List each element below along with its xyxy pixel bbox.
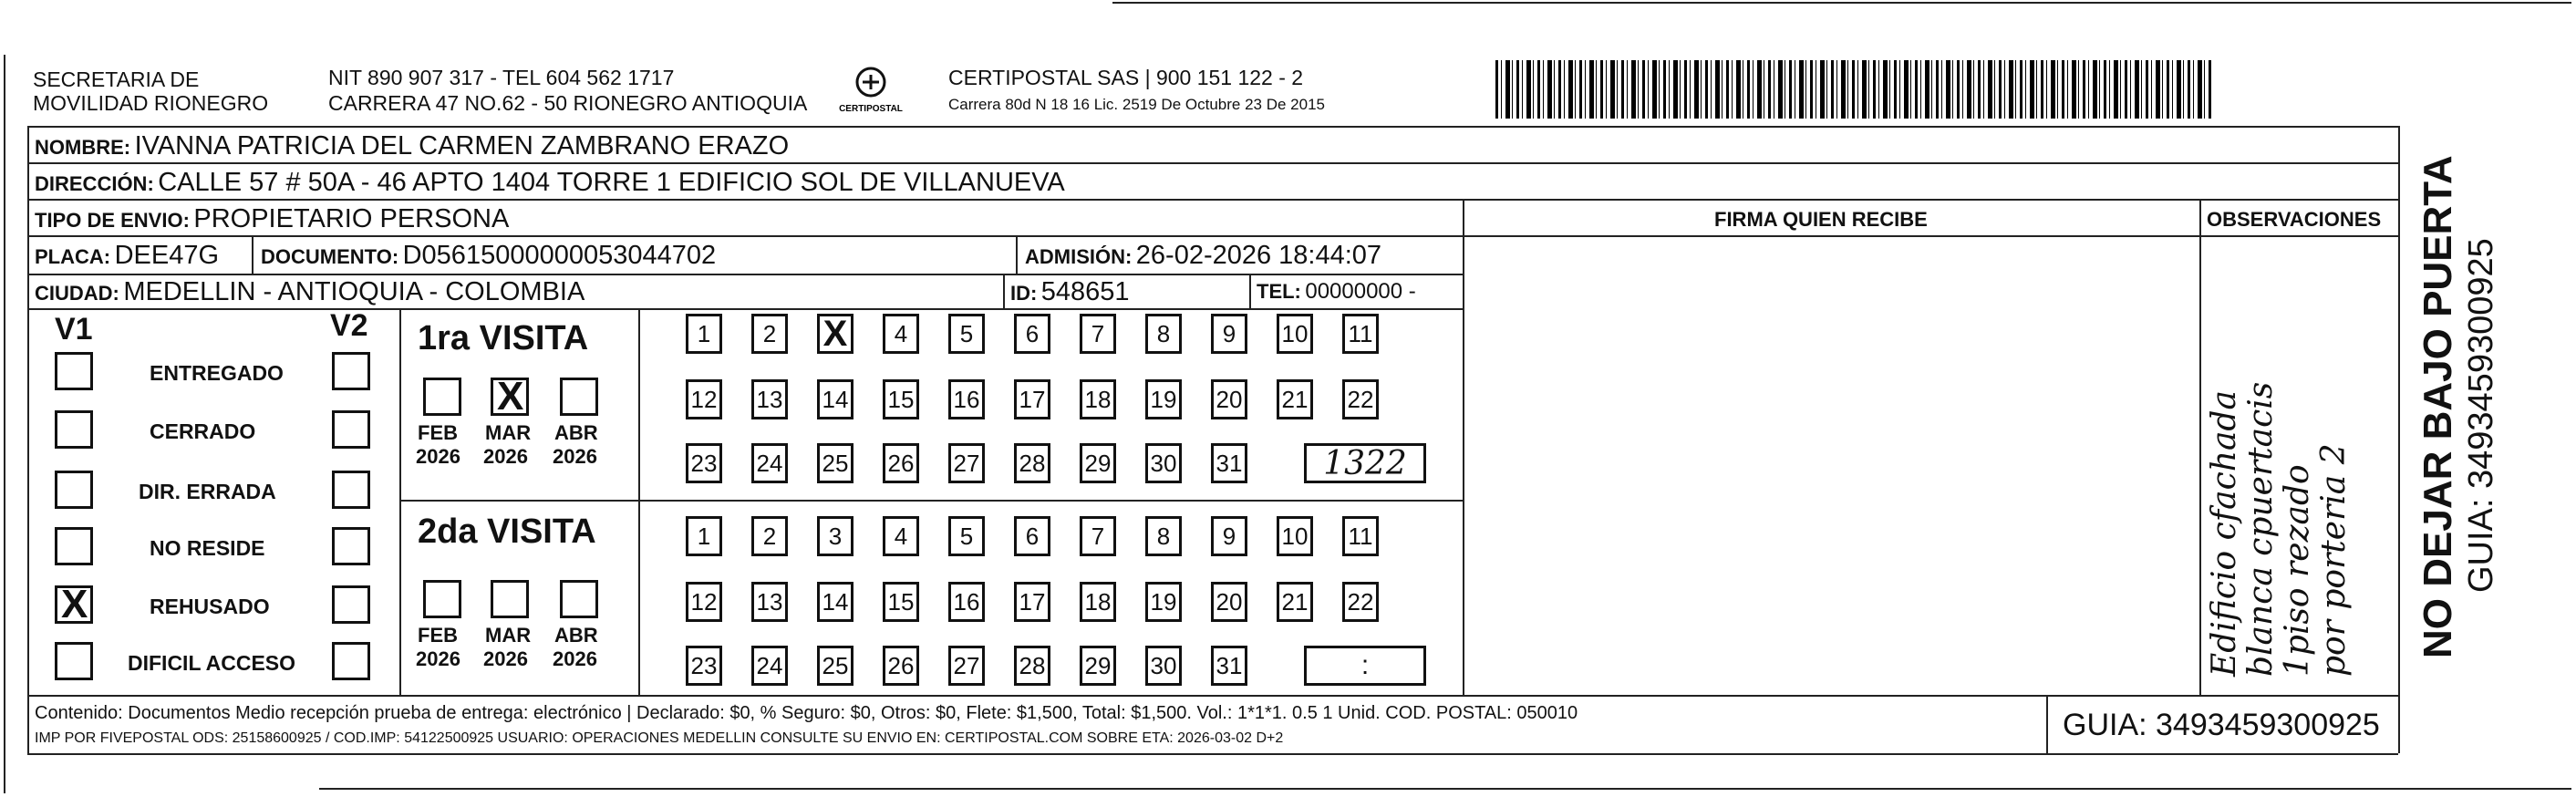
day-box[interactable]: 16 [948,379,985,419]
day-box[interactable]: 31 [1211,646,1247,686]
day-box[interactable]: 27 [948,646,985,686]
month-label: ABR [554,624,598,647]
admision-row [1025,243,1381,269]
day-box[interactable]: 24 [751,646,788,686]
grid-firma-left [1463,199,1464,695]
admision-value: 26-02-2026 18:44:07 [1135,241,1382,270]
day-box[interactable]: 2 [751,516,788,556]
day-box[interactable]: 30 [1145,443,1182,483]
month-checkbox[interactable] [560,580,598,618]
id-row [1010,279,1130,305]
day-box[interactable]: 17 [1014,379,1050,419]
day-box[interactable]: 22 [1342,582,1379,622]
grid-visit-sep-v [638,308,640,695]
day-box[interactable]: 23 [686,443,722,483]
placa-label: PLACA: [35,245,111,268]
v1-checkbox[interactable] [55,642,93,680]
day-box[interactable]: 10 [1277,516,1313,556]
check-mark: X [822,314,848,354]
tipo-row [35,206,509,233]
day-box[interactable]: 15 [883,379,919,419]
day-box[interactable]: 21 [1277,582,1313,622]
month-label: FEB [418,624,458,647]
day-box[interactable]: 28 [1014,443,1050,483]
year-label: 2026 [416,647,460,670]
day-box[interactable]: 1 [686,314,722,354]
month-label: MAR [485,624,532,647]
day-box[interactable]: 16 [948,582,985,622]
admision-label: ADMISIÓN: [1025,245,1133,268]
day-box[interactable]: 23 [686,646,722,686]
day-box[interactable]: 29 [1080,443,1116,483]
v2-checkbox[interactable] [332,642,370,680]
year-label: 2026 [483,445,528,468]
footer-line2: IMP POR FIVEPOSTAL ODS: 25158600925 / COD.IMP: 54122500925 USUARIO: OPERACIONES MEDELLIN CONSULTE SU ENVIO EN: CERTIPOSTAL.COM SOBRE ETA: 2026-03-02 D+2 [35,730,1284,746]
day-box[interactable]: 14 [817,379,853,419]
carrier-name: CERTIPOSTAL SAS | 900 151 122 - 2 [948,66,1304,89]
month-label: MAR [485,421,532,444]
ciudad-value: MEDELLIN - ANTIOQUIA - COLOMBIA [123,277,585,306]
day-box[interactable]: 10 [1277,314,1313,354]
direccion-row [35,170,1065,196]
day-box[interactable]: 9 [1211,314,1247,354]
documento-row [261,243,716,269]
year-label: 2026 [416,445,460,468]
second-visit-title: 2da VISITA [418,512,596,551]
obs-line-3: 1piso rezado [2279,464,2316,677]
tel-value: 00000000 - [1305,279,1416,304]
obs-line-1: Edificio cfachada [2206,390,2243,677]
grid-row2 [27,199,2398,201]
nombre-value: IVANNA PATRICIA DEL CARMEN ZAMBRANO ERAZO [134,131,790,160]
day-box[interactable]: 5 [948,314,985,354]
grid-top [27,126,2398,128]
footer-line1: Contenido: Documentos Medio recepción prueba de entrega: electrónico | Declarado: $0, % Seguro: $0, Otros: $0, Flete: $1,500, Total: $1,500. Vol.: 1*1*1. 0.5 1 Unid. COD. POSTAL: 050010 [35,703,1578,723]
day-box[interactable]: 19 [1145,582,1182,622]
day-box[interactable]: 8 [1145,314,1182,354]
grid-left [27,126,29,753]
day-box[interactable]: 14 [817,582,853,622]
month-checkbox[interactable] [491,580,529,618]
documento-label: DOCUMENTO: [261,245,399,268]
v2-checkbox[interactable] [332,352,370,390]
grid-status-sep [399,308,401,695]
grid-tel-sep [1249,274,1251,308]
day-box[interactable]: 22 [1342,379,1379,419]
obs-line-4: por porteria 2 [2315,443,2353,677]
day-box[interactable]: 26 [883,646,919,686]
grid-footer-bottom [27,753,2398,755]
v1-checkbox[interactable] [55,352,93,390]
top-edge-line [1112,2,2571,4]
documento-value: D05615000000053044702 [402,241,717,270]
tipo-value: PROPIETARIO PERSONA [193,204,510,233]
month-label: ABR [554,421,598,444]
nombre-label: NOMBRE: [35,136,131,159]
day-box[interactable]: 29 [1080,646,1116,686]
day-box[interactable]: 26 [883,443,919,483]
nombre-row [35,133,789,160]
day-box[interactable]: 18 [1080,379,1116,419]
grid-right [2398,126,2400,753]
grid-visit-sep [399,500,1463,502]
day-box[interactable]: 13 [751,582,788,622]
v2-checkbox[interactable] [332,471,370,509]
status-label: CERRADO [150,419,256,443]
day-box[interactable]: 9 [1211,516,1247,556]
day-box[interactable]: 11 [1342,314,1379,354]
firma-header: FIRMA QUIEN RECIBE [1714,208,1928,231]
ciudad-row [35,279,585,305]
v1-checkbox[interactable] [55,582,93,626]
certipostal-logo [832,64,910,115]
status-label: ENTREGADO [150,361,284,385]
bottom-edge-line [319,788,2571,790]
v1-label: V1 [55,312,93,347]
placa-value: DEE47G [114,241,220,270]
day-box[interactable]: 1 [686,516,722,556]
day-box[interactable]: 6 [1014,314,1050,354]
day-box[interactable]: 8 [1145,516,1182,556]
day-box[interactable]: 15 [883,582,919,622]
v1-checkbox[interactable] [55,471,93,509]
day-box[interactable]: 17 [1014,582,1050,622]
day-box[interactable]: 19 [1145,379,1182,419]
sender-nit: NIT 890 907 317 - TEL 604 562 1717 [328,66,675,89]
grid-row5 [27,308,1463,310]
month-checkbox[interactable] [491,374,529,419]
v2-checkbox[interactable] [332,410,370,449]
tipo-label: TIPO DE ENVIO: [35,209,190,232]
day-box[interactable]: 5 [948,516,985,556]
v2-checkbox[interactable] [332,527,370,565]
grid-bottom [27,695,2398,697]
side-notice: NO DEJAR BAJO PUERTA [2416,155,2460,658]
check-mark: X [497,374,524,419]
day-box[interactable]: 27 [948,443,985,483]
month-label: FEB [418,421,458,444]
day-box[interactable] [817,314,853,354]
year-label: 2026 [553,647,597,670]
check-mark: X [61,582,88,626]
day-box[interactable]: 30 [1145,646,1182,686]
direccion-label: DIRECCIÓN: [35,172,154,195]
sender-line1: SECRETARIA DE [33,67,200,91]
v2-label: V2 [330,308,368,343]
month-checkbox[interactable] [560,378,598,416]
first-visit-title: 1ra VISITA [418,319,589,357]
id-label: ID: [1010,282,1038,305]
day-box[interactable]: 28 [1014,646,1050,686]
day-box[interactable]: 12 [686,379,722,419]
day-box[interactable]: 20 [1211,379,1247,419]
footer-guia: GUIA: 3493459300925 [2063,708,2380,742]
day-box[interactable]: 11 [1342,516,1379,556]
observaciones-header: OBSERVACIONES [2207,208,2382,231]
month-checkbox[interactable] [423,580,461,618]
grid-admision-sep [1016,235,1018,274]
time-box[interactable]: 1322 [1304,443,1426,483]
observations-text [2207,221,2362,677]
day-box[interactable]: 4 [883,516,919,556]
side-guia: GUIA: 3493459300925 [2462,238,2500,593]
day-box[interactable]: 13 [751,379,788,419]
grid-row3 [27,235,2398,237]
grid-guia-sep [2046,695,2048,753]
day-box[interactable]: 18 [1080,582,1116,622]
svg-text:CERTIPOSTAL: CERTIPOSTAL [839,104,903,114]
status-label: DIR. ERRADA [139,480,276,503]
grid-obs-left [2199,199,2201,695]
obs-line-2: blanca cpuertacis [2242,381,2280,677]
grid-row1 [27,162,2398,164]
time-box[interactable]: : [1304,646,1426,686]
carrier-license: Carrera 80d N 18 16 Lic. 2519 De Octubre 23 De 2015 [948,96,1325,113]
month-checkbox[interactable] [423,378,461,416]
grid-placa-sep [252,235,253,274]
status-label: REHUSADO [150,595,270,618]
day-box[interactable]: 6 [1014,516,1050,556]
tel-label: TEL: [1257,280,1301,303]
day-box[interactable]: 25 [817,443,853,483]
left-edge-line [4,55,5,793]
v2-checkbox[interactable] [332,585,370,624]
status-label: NO RESIDE [150,536,265,560]
day-box[interactable]: 7 [1080,516,1116,556]
day-box[interactable]: 12 [686,582,722,622]
placa-row [35,243,219,269]
day-box[interactable]: 21 [1277,379,1313,419]
day-box[interactable]: 31 [1211,443,1247,483]
v1-checkbox[interactable] [55,527,93,565]
day-box[interactable]: 20 [1211,582,1247,622]
id-value: 548651 [1040,277,1130,306]
direccion-value: CALLE 57 # 50A - 46 APTO 1404 TORRE 1 EDIFICIO SOL DE VILLANUEVA [158,168,1065,197]
day-box[interactable]: 3 [817,516,853,556]
day-box[interactable]: 25 [817,646,853,686]
barcode [1495,60,2212,119]
day-box[interactable]: 24 [751,443,788,483]
year-label: 2026 [553,445,597,468]
grid-row4 [27,274,1463,275]
grid-id-sep [1003,274,1005,308]
ciudad-label: CIUDAD: [35,282,119,305]
sender-line2: MOVILIDAD RIONEGRO [33,91,269,115]
day-box[interactable]: 2 [751,314,788,354]
status-label: DIFICIL ACCESO [128,651,296,675]
day-box[interactable]: 4 [883,314,919,354]
v1-checkbox[interactable] [55,410,93,449]
sender-address: CARRERA 47 NO.62 - 50 RIONEGRO ANTIOQUIA [328,91,808,115]
year-label: 2026 [483,647,528,670]
day-box[interactable]: 7 [1080,314,1116,354]
tel-row [1257,281,1416,303]
